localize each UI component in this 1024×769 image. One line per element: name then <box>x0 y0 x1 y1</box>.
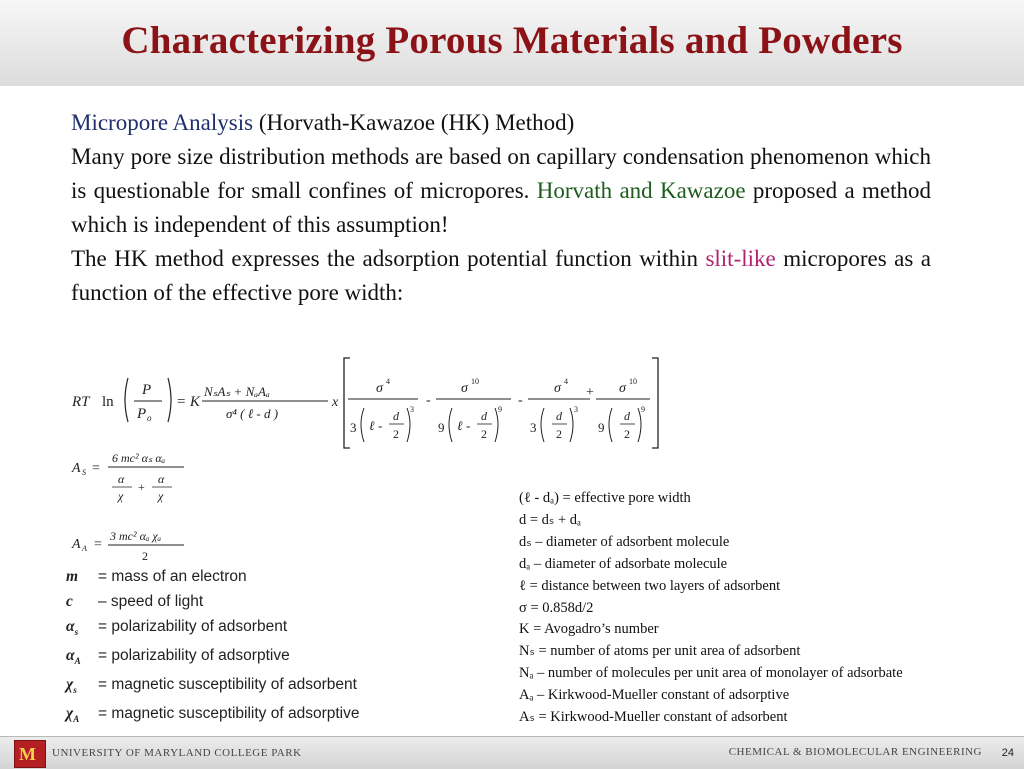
term3-pow: 4 <box>564 377 568 386</box>
subheading-highlight: Micropore Analysis <box>71 110 254 135</box>
university-logo: M <box>14 740 46 768</box>
paragraph-1 <box>71 140 931 242</box>
def-right-5: ℓ = distance between two layers of adsorbent <box>519 577 781 594</box>
as-chi-s: χ <box>118 489 124 503</box>
eq-equals-k: = K <box>176 394 200 410</box>
as-formula <box>66 446 206 516</box>
as-numerator: 6 mc² αₛ αₐ <box>112 451 166 465</box>
def-left-4: $\alpha_A$ = polarizability of adsorptive <box>66 647 290 667</box>
term1-two: 2 <box>393 427 399 441</box>
para1-start: Many pore size distribution methods are based on capillary condensation phenomenon which is questionable for small confines of micropores. <box>71 144 931 203</box>
def-right-8: Nₛ = number of atoms per unit area of adsorbent <box>519 643 801 660</box>
def-right-2: d = dₛ + dₐ <box>519 511 581 528</box>
subheading <box>71 106 931 140</box>
def-right-list <box>519 488 903 729</box>
def-right-11: Aₛ = Kirkwood-Mueller constant of adsorbent <box>519 709 788 726</box>
page-number: 24 <box>1001 747 1014 759</box>
def-right-10: Aₐ – Kirkwood-Mueller constant of adsorptive <box>519 687 790 704</box>
term4-pow: 10 <box>629 377 637 386</box>
svg-text:-: - <box>426 393 431 408</box>
aa-numerator: 3 mc² αₐ χₐ <box>110 529 162 543</box>
term3-coef: 3 <box>530 420 537 435</box>
term2-coef: 9 <box>438 420 445 435</box>
term2-pow: 10 <box>471 377 479 386</box>
slide-title: Characterizing Porous Materials and Powders <box>121 19 903 62</box>
aa-formula <box>66 522 206 566</box>
eq-rt: RT <box>72 394 90 410</box>
svg-text:+: + <box>586 385 594 400</box>
para1-end: proposed a method which is independent of this assumption! <box>71 178 932 237</box>
term3-exp: 3 <box>574 405 578 414</box>
def-right-7: K = Avogadro’s number <box>519 621 659 638</box>
def-right-1: (ℓ - dₐ) = effective pore width <box>519 490 691 506</box>
term4-d: d <box>624 409 630 423</box>
as-alpha-s: α <box>118 472 125 486</box>
term1-pow: 4 <box>386 377 390 386</box>
def-left-5: $\chi_s$ = magnetic susceptibility of adsorbent <box>66 676 357 696</box>
def-right-3: dₛ – diameter of adsorbent molecule <box>519 533 730 550</box>
term2-ell: ℓ <box>457 418 463 433</box>
term4-exp: 9 <box>641 405 645 414</box>
term1-exp: 3 <box>410 405 414 414</box>
para2-start: The HK method expresses the adsorption potential function within <box>71 246 706 271</box>
term3-sigma: σ <box>554 381 561 396</box>
as-equals: = <box>92 461 100 476</box>
term4-coef: 9 <box>598 420 605 435</box>
svg-text:-: - <box>518 393 523 408</box>
def-left-6: $\chi_A$ = magnetic susceptibility of adsorptive <box>66 705 360 725</box>
eq-p0-sub: o <box>147 413 152 423</box>
as-lhs: A <box>72 461 81 476</box>
term3-d: d <box>556 409 562 423</box>
def-left-2: c – speed of light <box>66 593 204 610</box>
aa-denominator: 2 <box>142 549 148 563</box>
as-lhs-sub: S <box>82 468 86 477</box>
term3-two: 2 <box>556 427 562 441</box>
def-left-3: $\alpha_s$ = polarizability of adsorbent <box>66 618 288 638</box>
eq-p: P <box>142 382 152 398</box>
term4-two: 2 <box>624 427 630 441</box>
aa-equals: = <box>94 537 102 552</box>
term1-d: d <box>393 409 399 423</box>
department-name: CHEMICAL & BIOMOLECULAR ENGINEERING <box>728 746 982 758</box>
aa-lhs: A <box>72 537 81 552</box>
eq-ln: ln <box>102 394 114 410</box>
slide-body <box>71 106 931 310</box>
para1-authors: Horvath and Kawazoe <box>536 178 746 203</box>
term2-two: 2 <box>481 427 487 441</box>
eq-times: x <box>332 395 339 410</box>
def-right-4: dₐ – diameter of adsorbate molecule <box>519 555 728 572</box>
aa-lhs-sub: A <box>82 544 87 553</box>
term1-coef: 3 <box>350 420 357 435</box>
def-right-6: σ = 0.858d/2 <box>519 599 594 616</box>
term2-d: d <box>481 409 487 423</box>
university-name: UNIVERSITY OF MARYLAND COLLEGE PARK <box>52 747 302 759</box>
paragraph-2 <box>71 242 931 310</box>
svg-text:-: - <box>378 418 383 433</box>
as-alpha-a: α <box>158 472 165 486</box>
eq-p0: P <box>137 406 147 422</box>
para2-end: micropores as a function of the effective pore width: <box>71 246 931 305</box>
as-chi-a: χ <box>158 489 164 503</box>
footer-bar <box>0 736 1024 769</box>
subheading-rest: (Horvath-Kawazoe (HK) Method) <box>253 110 575 135</box>
eq-numerator: NₛAₛ + NₐAₐ <box>204 384 270 399</box>
def-left-1: m = mass of an electron <box>66 568 247 585</box>
term1-sigma: σ <box>376 381 383 396</box>
term2-sigma: σ <box>461 381 468 396</box>
svg-text:-: - <box>466 418 471 433</box>
term4-sigma: σ <box>619 381 626 396</box>
para2-slit-like: slit-like <box>705 246 776 271</box>
as-plus: + <box>138 480 145 494</box>
def-right-9: Nₐ – number of molecules per unit area of monolayer of adsorbate <box>519 665 903 682</box>
term2-exp: 9 <box>498 405 502 414</box>
eq-denominator: σ⁴ ( ℓ - d ) <box>226 406 279 421</box>
hk-equation <box>66 352 666 452</box>
term1-ell: ℓ <box>369 418 375 433</box>
